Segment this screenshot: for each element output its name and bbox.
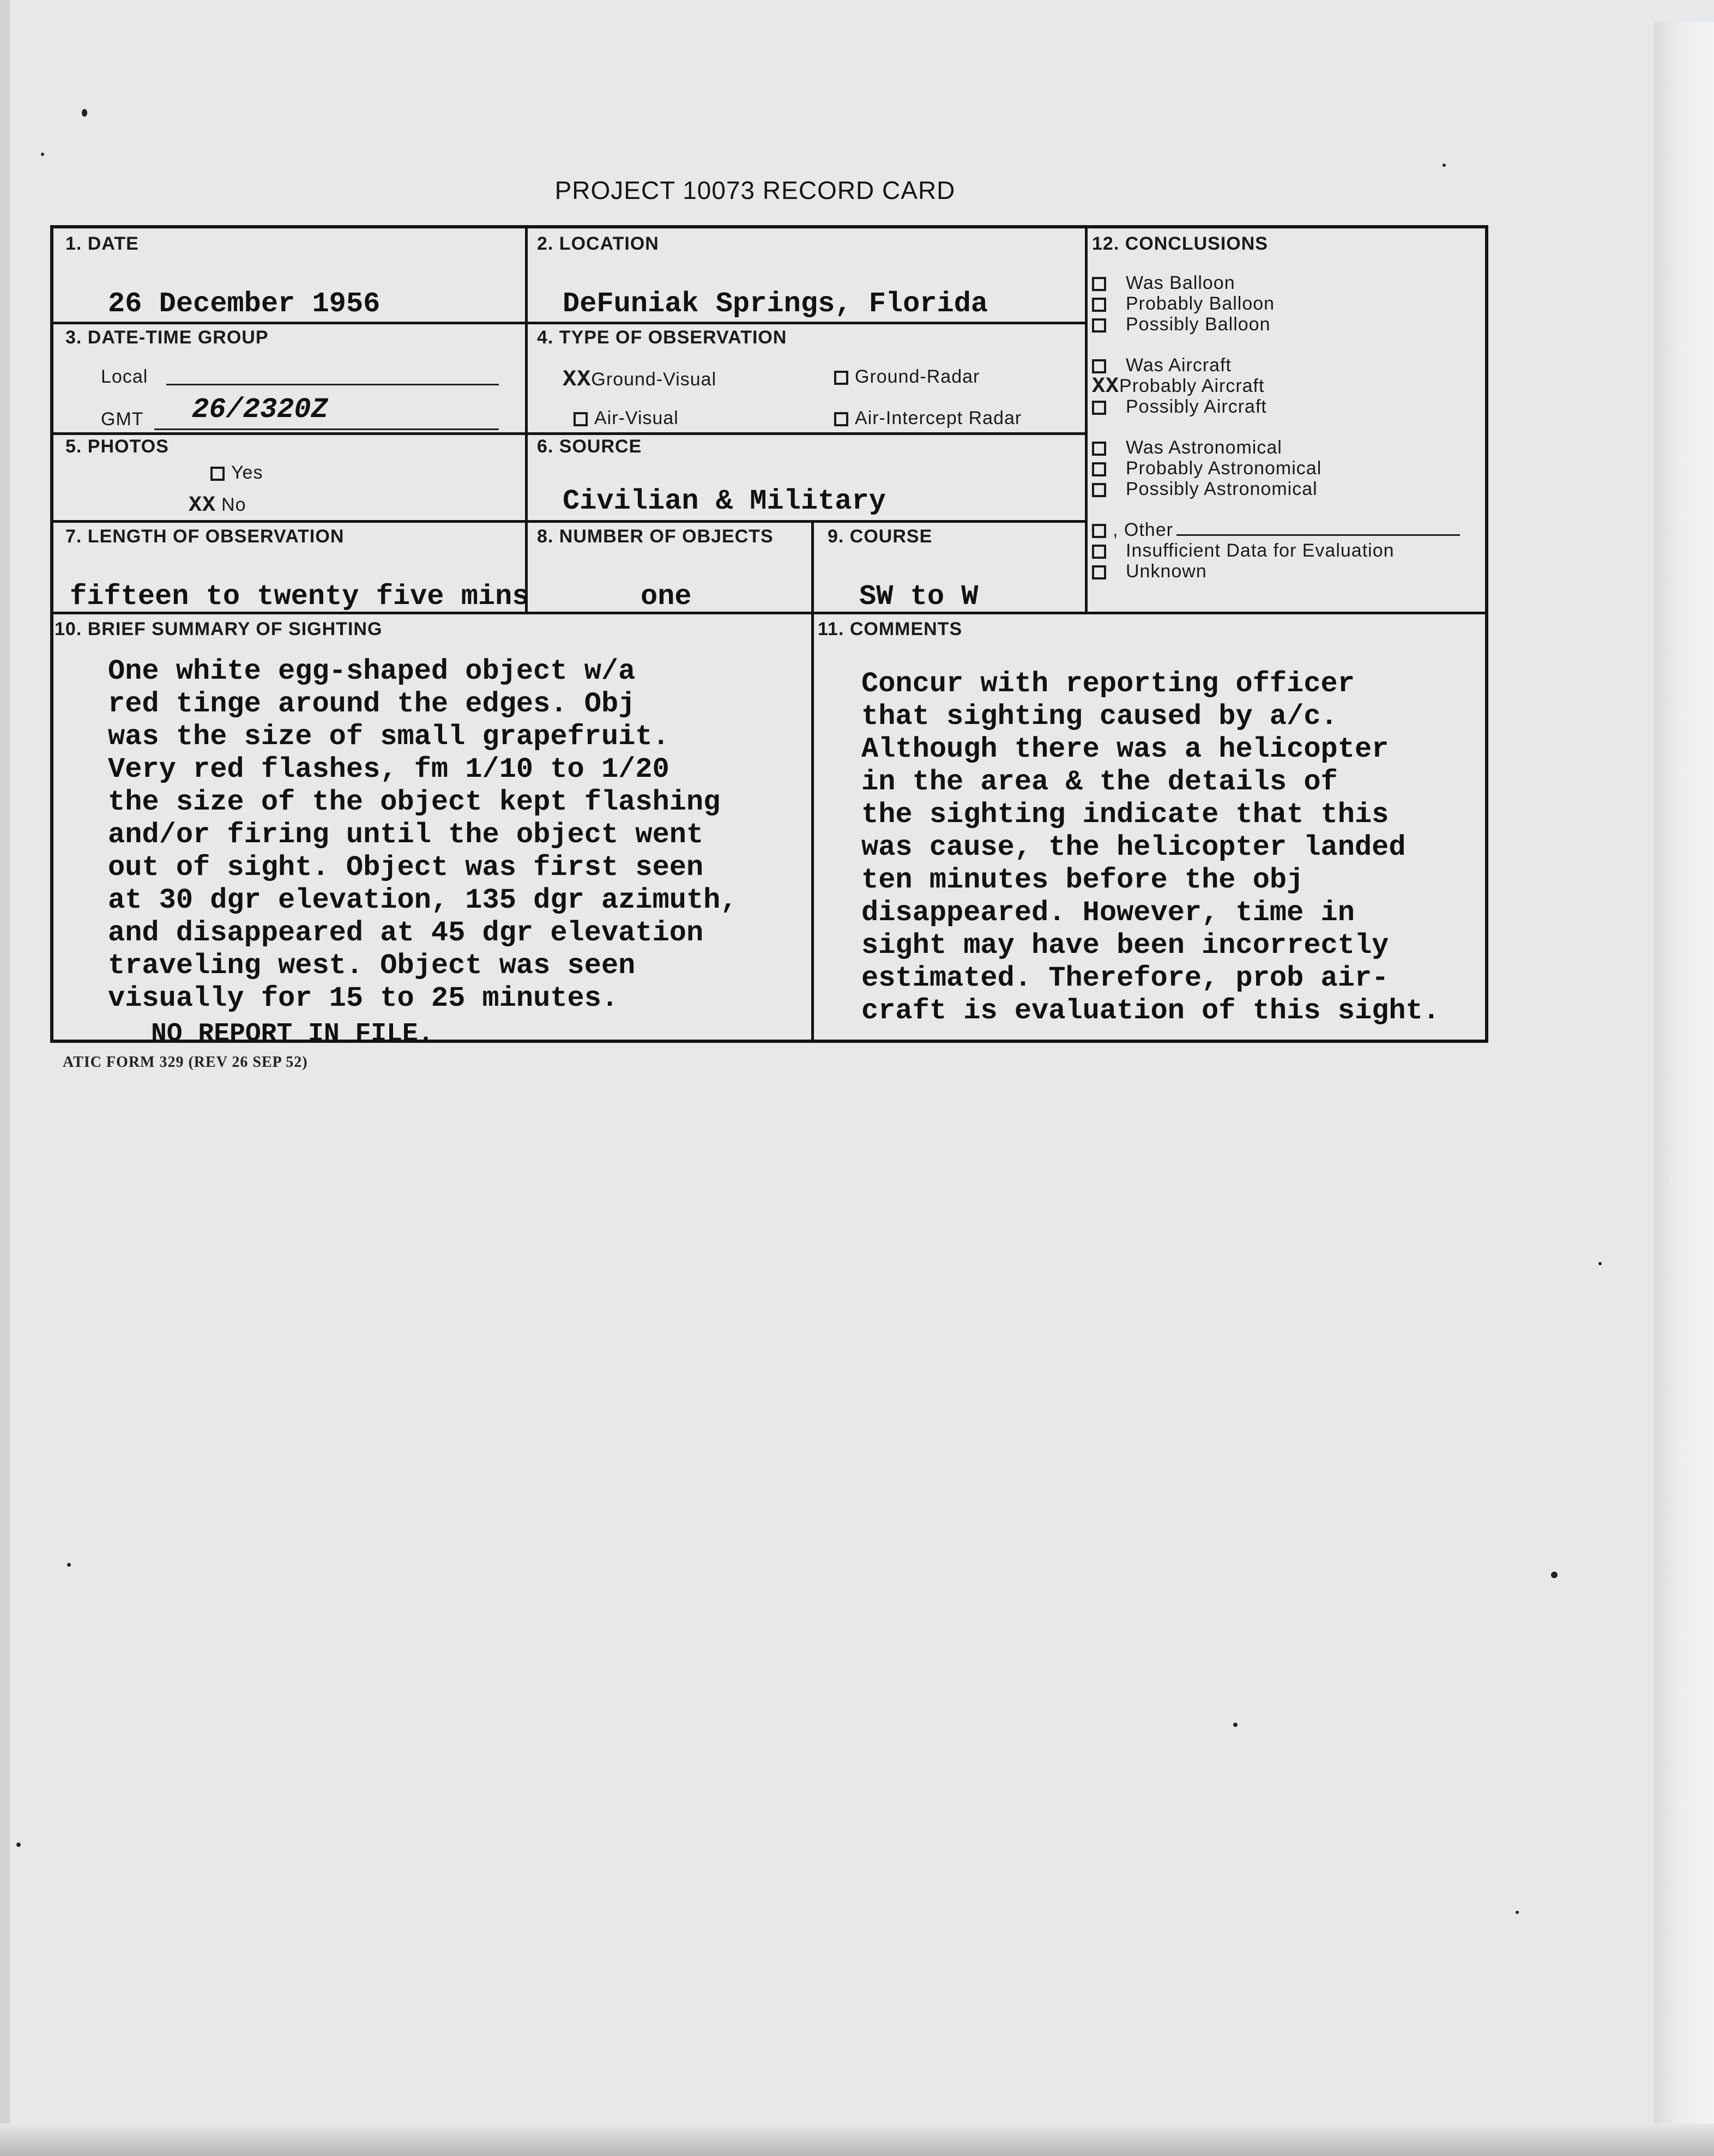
checkbox bbox=[1092, 401, 1106, 415]
conclusion-was-aircraft bbox=[1092, 355, 1460, 376]
summary-line: the size of the object kept flashing bbox=[108, 786, 721, 818]
column-divider bbox=[525, 225, 528, 612]
conclusion-probably-balloon bbox=[1092, 293, 1460, 314]
scan-speck bbox=[16, 1843, 21, 1847]
conclusion-was-astronomical bbox=[1092, 437, 1460, 458]
brief-summary-label: 10. BRIEF SUMMARY OF SIGHTING bbox=[55, 619, 383, 639]
conclusion-insufficient-data bbox=[1092, 540, 1460, 561]
ground-radar-option bbox=[834, 366, 980, 388]
photos-no-text: No bbox=[221, 494, 246, 515]
air-intercept-radar-option bbox=[834, 408, 1022, 429]
ground-radar-text: Ground-Radar bbox=[855, 366, 980, 387]
probably-aircraft-mark: XX bbox=[1092, 375, 1120, 399]
summary-line: was the size of small grapefruit. bbox=[108, 721, 669, 753]
air-visual-option bbox=[574, 408, 679, 429]
conclusion-label: Insufficient Data for Evaluation bbox=[1126, 540, 1395, 561]
scan-speck bbox=[82, 109, 87, 117]
date-label: 1. DATE bbox=[65, 233, 139, 254]
photos-yes-checkbox bbox=[210, 467, 225, 481]
conclusion-label: Was Astronomical bbox=[1126, 437, 1282, 458]
scan-speck bbox=[1516, 1911, 1519, 1914]
column-divider bbox=[1085, 225, 1088, 612]
photos-no-mark: XX bbox=[189, 493, 216, 518]
photos-yes-option bbox=[210, 462, 263, 484]
summary-line: One white egg-shaped object w/a bbox=[108, 655, 636, 687]
comment-line: sight may have been incorrectly bbox=[861, 929, 1389, 962]
comment-line: the sighting indicate that this bbox=[861, 799, 1389, 831]
conclusions-label: 12. CONCLUSIONS bbox=[1092, 233, 1268, 254]
conclusion-unknown bbox=[1092, 561, 1460, 582]
photos-yes-text: Yes bbox=[231, 462, 263, 483]
conclusion-label: Possibly Aircraft bbox=[1126, 396, 1267, 417]
air-intercept-radar-checkbox bbox=[834, 412, 848, 426]
row-divider bbox=[50, 520, 1085, 523]
conclusion-label: , Other bbox=[1113, 520, 1173, 540]
length-of-observation-value: fifteen to twenty five mins bbox=[70, 581, 529, 613]
local-time-label: Local bbox=[101, 366, 148, 387]
source-value: Civilian & Military bbox=[563, 485, 886, 517]
comment-line: in the area & the details of bbox=[861, 766, 1338, 798]
conclusion-possibly-aircraft bbox=[1092, 396, 1460, 417]
other-line bbox=[1176, 534, 1460, 536]
course-value: SW to W bbox=[859, 581, 979, 613]
checkbox bbox=[1092, 277, 1106, 291]
conclusion-label: Unknown bbox=[1126, 561, 1207, 582]
summary-line: and disappeared at 45 dgr elevation bbox=[108, 917, 704, 949]
checkbox bbox=[1092, 318, 1106, 333]
local-time-line bbox=[166, 384, 499, 385]
conclusion-possibly-balloon bbox=[1092, 314, 1460, 335]
scan-edge-right bbox=[1654, 22, 1714, 2156]
summary-line: Very red flashes, fm 1/10 to 1/20 bbox=[108, 753, 669, 786]
location-value: DeFuniak Springs, Florida bbox=[563, 288, 988, 320]
conclusion-was-balloon bbox=[1092, 273, 1460, 293]
brief-summary-text bbox=[108, 655, 738, 1015]
conclusion-label: Probably Balloon bbox=[1126, 293, 1275, 314]
checkbox bbox=[1092, 298, 1106, 312]
ground-radar-checkbox bbox=[834, 371, 848, 385]
comment-line: estimated. Therefore, prob air- bbox=[861, 962, 1389, 994]
ground-visual-mark: XX bbox=[563, 366, 592, 392]
conclusion-label: Was Balloon bbox=[1126, 273, 1235, 293]
air-visual-checkbox bbox=[574, 412, 588, 426]
conclusion-label: Possibly Balloon bbox=[1126, 314, 1271, 335]
summary-line: traveling west. Object was seen bbox=[108, 950, 636, 982]
gmt-label: GMT bbox=[101, 409, 144, 430]
ground-visual-option bbox=[563, 366, 716, 392]
date-value: 26 December 1956 bbox=[108, 288, 381, 320]
scan-edge-left bbox=[0, 0, 10, 2156]
row-divider bbox=[50, 432, 1085, 435]
conclusion-probably-aircraft bbox=[1092, 375, 1460, 399]
comment-line: disappeared. However, time in bbox=[861, 897, 1355, 929]
conclusion-label: Possibly Astronomical bbox=[1126, 479, 1318, 499]
air-intercept-radar-text: Air-Intercept Radar bbox=[855, 408, 1022, 428]
date-time-group-label: 3. DATE-TIME GROUP bbox=[65, 327, 269, 348]
checkbox bbox=[1092, 524, 1106, 538]
summary-line: and/or firing until the object went bbox=[108, 819, 704, 851]
scan-speck bbox=[1551, 1572, 1558, 1578]
scan-speck bbox=[1598, 1262, 1602, 1265]
length-of-observation-label: 7. LENGTH OF OBSERVATION bbox=[65, 526, 345, 547]
checkbox bbox=[1092, 545, 1106, 559]
scan-speck bbox=[67, 1563, 71, 1567]
conclusions-list bbox=[1092, 273, 1460, 582]
checkbox bbox=[1092, 565, 1106, 579]
conclusion-other bbox=[1092, 520, 1460, 540]
comment-line: was cause, the helicopter landed bbox=[861, 831, 1406, 863]
scan-speck bbox=[41, 153, 44, 156]
air-visual-text: Air-Visual bbox=[594, 408, 679, 428]
comments-text bbox=[861, 668, 1440, 1028]
comment-line: ten minutes before the obj bbox=[861, 864, 1304, 896]
summary-line: at 30 dgr elevation, 135 dgr azimuth, bbox=[108, 884, 738, 916]
gmt-line bbox=[154, 428, 499, 430]
location-label: 2. LOCATION bbox=[537, 233, 659, 254]
comment-line: Although there was a helicopter bbox=[861, 733, 1389, 765]
summary-line: visually for 15 to 25 minutes. bbox=[108, 982, 619, 1014]
checkbox bbox=[1092, 462, 1106, 476]
summary-line: out of sight. Object was first seen bbox=[108, 851, 704, 884]
comment-line: craft is evaluation of this sight. bbox=[861, 995, 1440, 1027]
scan-speck bbox=[1233, 1723, 1238, 1727]
conclusion-probably-astronomical bbox=[1092, 458, 1460, 479]
column-divider bbox=[811, 520, 814, 1043]
row-divider bbox=[50, 322, 1085, 324]
photos-label: 5. PHOTOS bbox=[65, 436, 169, 457]
no-report-note: NO REPORT IN FILE. bbox=[151, 1019, 434, 1049]
checkbox bbox=[1092, 483, 1106, 497]
comments-label: 11. COMMENTS bbox=[818, 619, 963, 639]
ground-visual-text: Ground-Visual bbox=[591, 369, 717, 390]
form-number-footer: ATIC FORM 329 (REV 26 SEP 52) bbox=[63, 1054, 308, 1071]
comment-line: Concur with reporting officer bbox=[861, 668, 1355, 700]
conclusion-label: Probably Astronomical bbox=[1126, 458, 1322, 479]
scan-speck bbox=[1443, 164, 1446, 167]
course-label: 9. COURSE bbox=[828, 526, 933, 547]
photos-no-option bbox=[189, 493, 246, 518]
comment-line: that sighting caused by a/c. bbox=[861, 700, 1338, 733]
summary-line: red tinge around the edges. Obj bbox=[108, 688, 636, 720]
source-label: 6. SOURCE bbox=[537, 436, 642, 457]
conclusion-label: Was Aircraft bbox=[1126, 355, 1232, 376]
gmt-value: 26/2320Z bbox=[192, 394, 328, 426]
scan-edge-bottom bbox=[0, 2123, 1714, 2156]
checkbox bbox=[1092, 442, 1106, 456]
number-of-objects-value: one bbox=[641, 581, 692, 613]
conclusion-possibly-astronomical bbox=[1092, 479, 1460, 499]
checkbox bbox=[1092, 359, 1106, 373]
conclusion-label: Probably Aircraft bbox=[1119, 376, 1265, 396]
type-of-observation-label: 4. TYPE OF OBSERVATION bbox=[537, 327, 787, 348]
number-of-objects-label: 8. NUMBER OF OBJECTS bbox=[537, 526, 774, 547]
card-title: PROJECT 10073 RECORD CARD bbox=[554, 176, 956, 204]
